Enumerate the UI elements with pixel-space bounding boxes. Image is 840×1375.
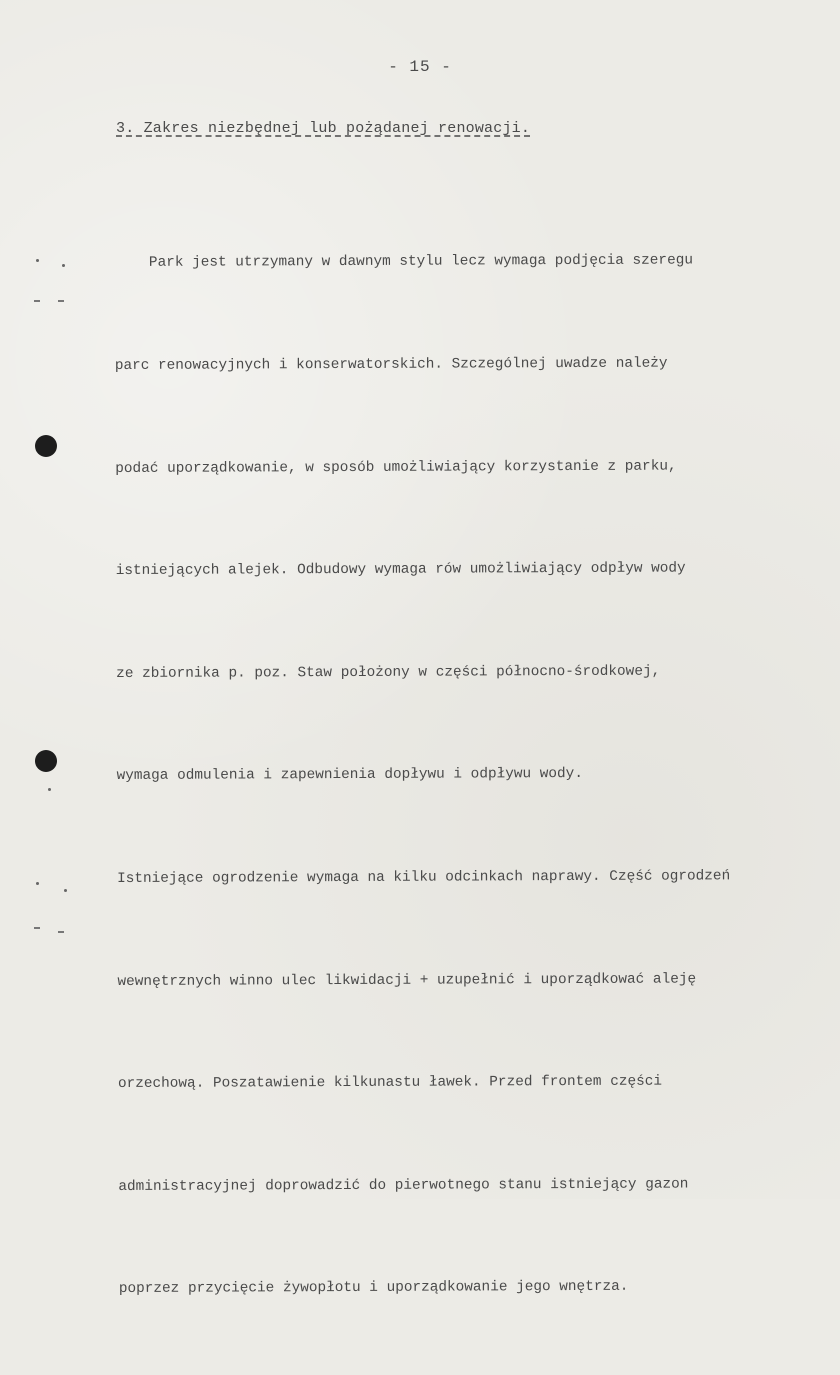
body-line: istniejących alejek. Odbudowy wymaga rów umożliwiający odpływ wody [115, 560, 686, 580]
punch-hole [35, 435, 57, 457]
margin-speck [64, 889, 67, 892]
body-line: podać uporządkowanie, w sposób umożliwiający korzystanie z parku, [115, 458, 677, 477]
body-line: poprzez przycięcie żywopłotu i uporządkowanie jego wnętrza. [118, 1279, 629, 1298]
punch-hole [35, 750, 57, 772]
margin-speck [62, 264, 65, 267]
margin-mark [34, 300, 40, 302]
margin-speck [36, 882, 39, 885]
margin-mark [34, 927, 40, 929]
page-number: - 15 - [388, 58, 452, 76]
section-heading: 3. Zakres niezbędnej lub pożądanej renowacji. [116, 120, 531, 137]
margin-speck [36, 259, 39, 262]
body-line: Istniejące ogrodzenie wymaga na kilku odcinkach naprawy. Część ogrodzeń [117, 868, 731, 887]
margin-mark [58, 300, 64, 302]
body-line: Park jest utrzymany w dawnym stylu lecz wymaga podjęcia szeregu [114, 252, 694, 272]
body-line: parc renowacyjnych i konserwatorskich. Szczególnej uwadze należy [114, 355, 668, 374]
body-line: wymaga odmulenia i zapewnienia dopływu i odpływu wody. [116, 766, 583, 785]
margin-speck [48, 788, 51, 791]
body-text [114, 175, 839, 1375]
body-line: orzechową. Poszatawienie kilkunastu ławek. Przed frontem części [117, 1073, 663, 1093]
body-line: wewnętrznych winno ulec likwidacji + uzupełnić i uporządkować aleję [117, 971, 697, 990]
body-line: ze zbiornika p. poz. Staw położony w części północno-środkowej, [116, 663, 661, 682]
margin-mark [58, 931, 64, 933]
body-line: administracyjnej doprowadzić do pierwotnego stanu istniejący gazon [118, 1176, 689, 1195]
